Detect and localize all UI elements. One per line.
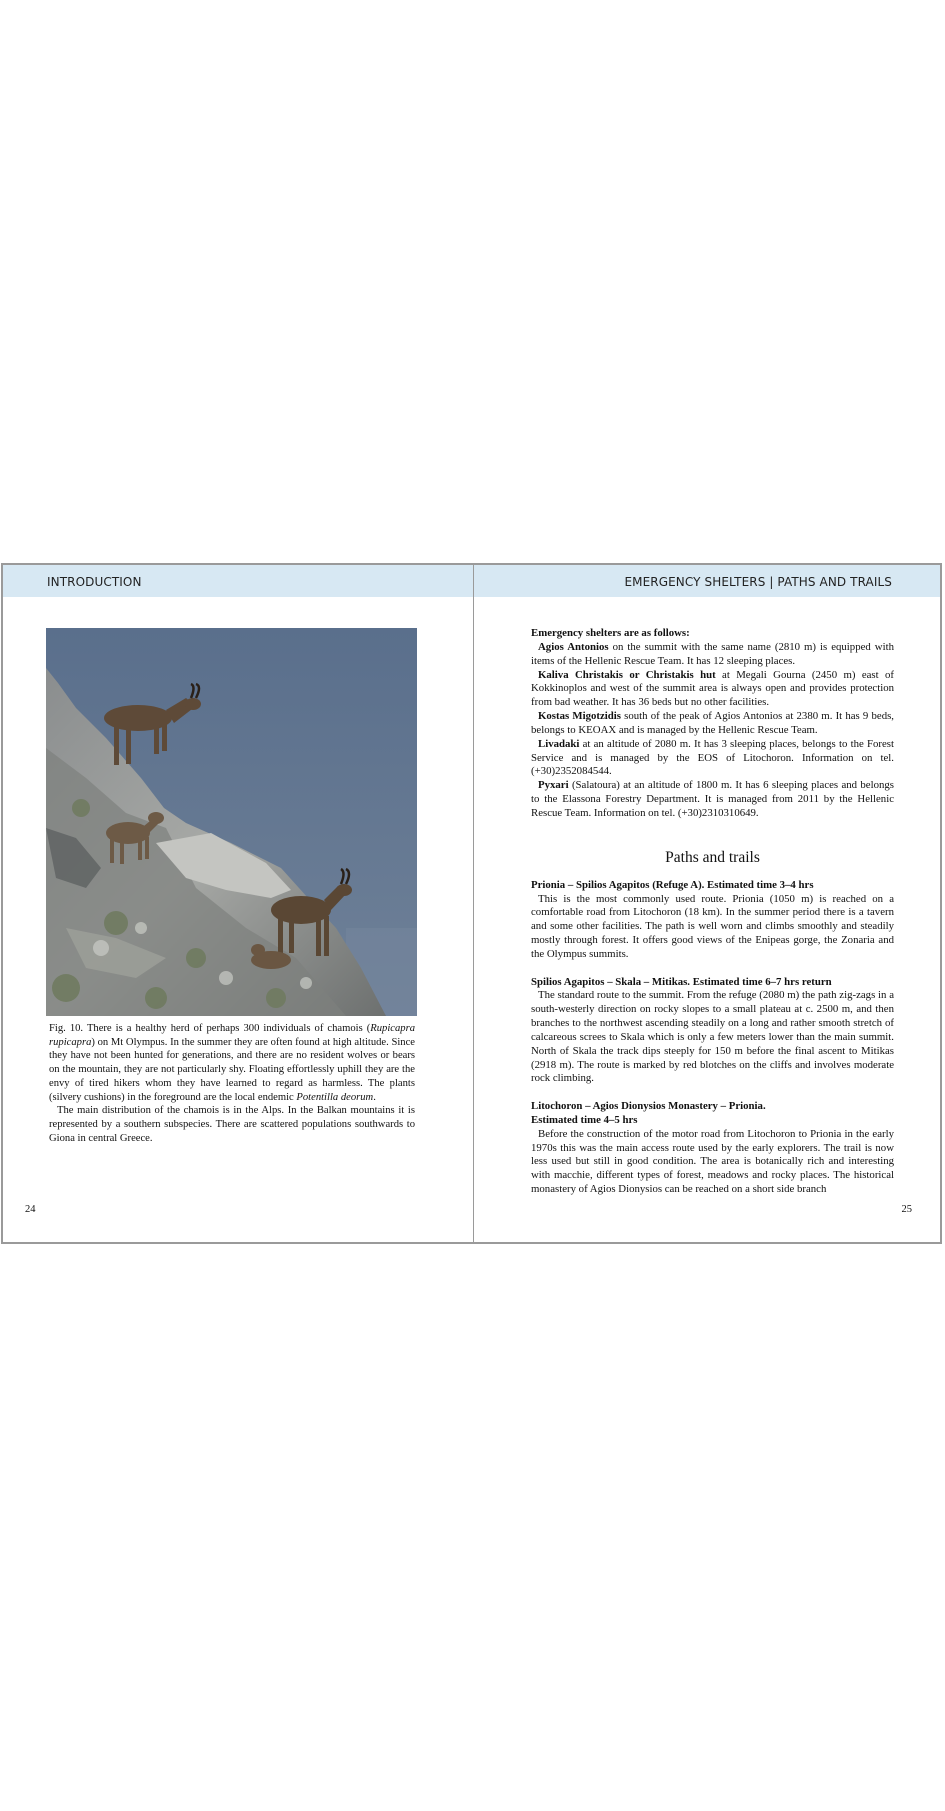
species-name: Rupicapra rupicapra <box>49 1023 415 1048</box>
shelters-heading: Emergency shelters are as follows: <box>531 627 690 639</box>
right-page-body <box>531 627 894 1197</box>
route-heading: Spilios Agapitos – Skala – Mitikas. Estimated time 6–7 hrs return <box>531 975 832 988</box>
shelter-item: Livadaki at an altitude of 2080 m. It has 3 sleeping places, belongs to the Forest Service and is managed by the EOS of Litochoron. Information on tel. (+30)2352084544. <box>531 737 894 778</box>
running-header-right <box>474 565 940 597</box>
route-heading: Prionia – Spilios Agapitos (Refuge A). Estimated time 3–4 hrs <box>531 878 814 891</box>
plant-name: Potentilla deorum <box>296 1091 374 1103</box>
figure-caption <box>49 1022 415 1145</box>
right-page <box>474 565 940 1242</box>
figure-number: Fig. 10. <box>49 1023 84 1034</box>
book-spread <box>1 563 942 1244</box>
running-header-left <box>3 565 473 597</box>
shelter-item: Kaliva Christakis or Christakis hut at Megali Gourna (2450 m) east of Kokkinoplos and west of the summit area is always open and provides protection from bad weather. It has 36 beds but no other facilities. <box>531 668 894 709</box>
shelter-item: Kostas Migotzidis south of the peak of Agios Antonios at 2380 m. It has 9 beds, belongs to KEOAX and is managed by the Hellenic Rescue Team. <box>531 710 894 736</box>
chamois-photo <box>46 628 417 1016</box>
route-heading-time: Estimated time 4–5 hrs <box>531 1113 638 1126</box>
route-text: Before the construction of the motor road from Litochoron to Prionia in the early 1970s this was the main access route used by the early explorers. The trail is now less used but still in good condition. The area is botanically rich and interesting with macchie, different types of forest, meadows and rocky places. The historical monastery of Agios Dionysios can be reached on a short side branch <box>531 1127 894 1196</box>
route-text: This is the most commonly used route. Prionia (1050 m) is reached on a comfortable road from Litochoron (18 km). In the summer period there is a tavern and some other facilities. The path is well worn and climbs smoothly and steadily mostly through forest. It offers good views of the Enipeas gorge, the Zonaria and the Olympus summits. <box>531 892 894 960</box>
route-text: The standard route to the summit. From the refuge (2080 m) the path zig-zags in a south-westerly direction on rocky slopes to a small plateau at c. 2500 m, and then branches to the northwest ascending steadily on a long and rather smooth stretch of calcareous screes to Skala which is only a few meters lower than the main summit. North of Skala the track dips steeply for 150 m before the final ascent to Mitikas (2918 m). The route is marked by red blotches on the cliffs and involves moderate rock climbing. <box>531 989 894 1085</box>
header-title-right: EMERGENCY SHELTERS | PATHS AND TRAILS <box>624 575 892 589</box>
caption-paragraph-2: The main distribution of the chamois is in the Alps. In the Balkan mountains it is represented by a southern subspecies. There are scattered populations southwards to Giona in central Greece. <box>49 1105 415 1144</box>
header-title-left: INTRODUCTION <box>47 575 142 589</box>
route-heading: Litochoron – Agios Dionysios Monastery – Prionia. <box>531 1100 766 1113</box>
shelter-item: Pyxari (Salatoura) at an altitude of 1800 m. It has 6 sleeping places and belongs to the Elassona Forestry Department. It is managed from 2011 by the Hellenic Rescue Team. Information on tel. (+30)2310310649. <box>531 779 894 819</box>
page-number-left: 24 <box>25 1204 36 1215</box>
section-title-paths: Paths and trails <box>665 848 760 866</box>
shelter-item: Agios Antonios on the summit with the same name (2810 m) is equipped with items of the Hellenic Rescue Team. It has 12 sleeping places. <box>531 640 894 667</box>
page-number-right: 25 <box>901 1204 912 1215</box>
caption-paragraph-1: Fig. 10. There is a healthy herd of perhaps 300 individuals of chamois (Rupicapra rupicapra) on Mt Olympus. In the summer they are often found at high altitude. Since they have not been hunted for generations, and there are no resident wolves or bears on the mountain, they are not particularly shy. Floating effortlessly uphill they are the envy of tired hikers whom they have learned to regard as harmless. The plants (silvery cushions) in the foreground are the local endemic Potentilla deorum. <box>49 1023 415 1103</box>
left-page <box>3 565 474 1242</box>
